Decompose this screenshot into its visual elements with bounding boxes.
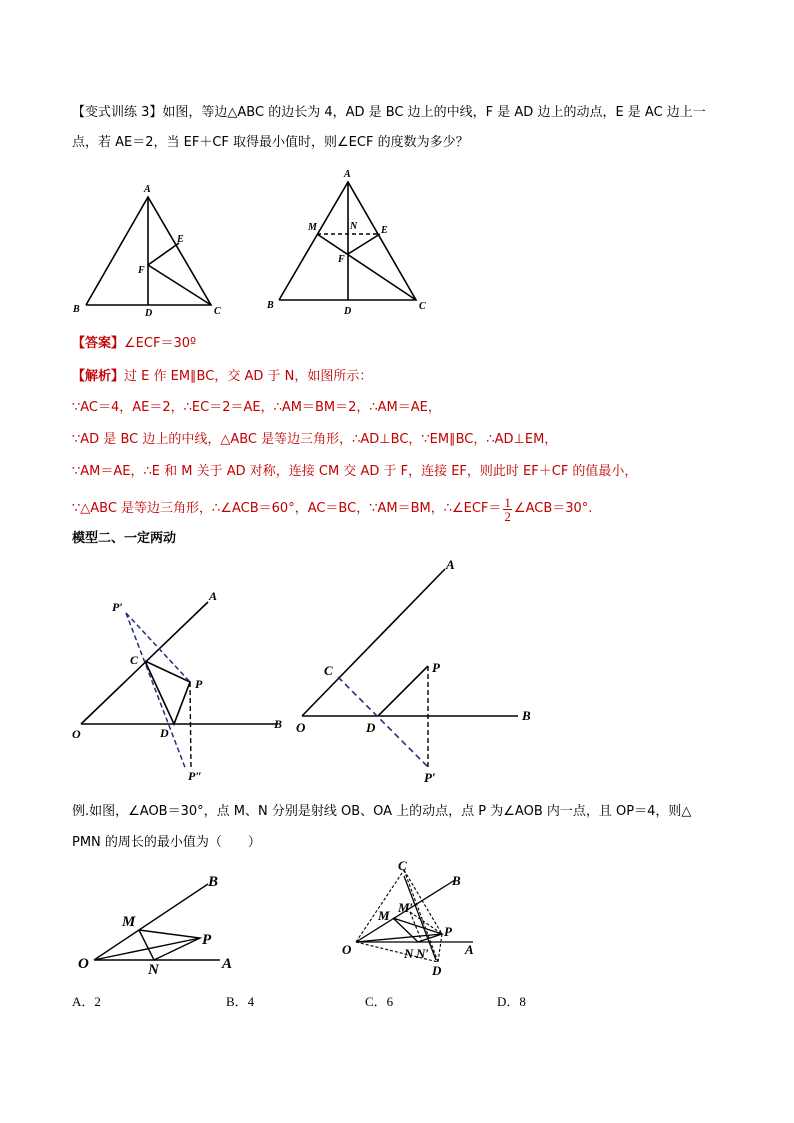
- example-line-1: 例.如图，∠AOB＝30°，点 M、N 分别是射线 OB、OA 上的动点，点 P 为∠AOB 内一点，且 OP＝4，则△: [72, 804, 692, 819]
- ray-oa: [81, 602, 208, 724]
- label-m: M: [378, 908, 390, 923]
- figure-reflection-1: [70, 580, 295, 785]
- problem-line-2: 点，若 AE＝2，当 EF＋CF 取得最小值时，则∠ECF 的度数为多少？: [72, 135, 469, 150]
- answer-text: ∠ECF＝30º: [124, 336, 197, 351]
- label-n: N: [350, 221, 358, 232]
- analysis-text-5b: ∠ACB＝30°.: [513, 501, 593, 516]
- label-c: C: [398, 858, 407, 873]
- analysis-line-5: [72, 491, 592, 527]
- answer-line: [72, 335, 196, 353]
- fraction-denominator: 2: [504, 508, 511, 524]
- label-a: A: [465, 942, 474, 957]
- section-title-model2: 模型二、一定两动: [72, 531, 177, 546]
- label-p-double-prime: P″: [188, 769, 202, 783]
- label-b: B: [274, 717, 283, 731]
- example-line-2: PMN 的周长的最小值为（ ）: [72, 835, 261, 850]
- label-d: D: [432, 963, 442, 978]
- label-c: C: [130, 653, 139, 667]
- dashed-oc: [356, 870, 404, 942]
- label-o: O: [296, 720, 306, 735]
- label-b: B: [208, 874, 219, 890]
- label-m: M: [122, 914, 136, 930]
- answer-tag: 【答案】: [72, 336, 125, 351]
- analysis-line-1: [72, 368, 372, 386]
- label-c: C: [324, 663, 333, 678]
- label-p-prime: P′: [424, 770, 436, 785]
- label-d: D: [366, 720, 376, 735]
- analysis-text-5a: ∵△ABC 是等边三角形，∴∠ACB＝60°，AC＝BC，∵AM＝BM，∴∠ECF＝: [72, 501, 502, 516]
- label-e: E: [177, 234, 184, 245]
- figure-example-1: [74, 866, 244, 976]
- label-f: F: [138, 265, 145, 276]
- label-a: A: [144, 184, 151, 195]
- label-o: O: [342, 942, 352, 957]
- ray-oa: [302, 569, 445, 716]
- option-c[interactable]: C．6: [365, 994, 394, 1009]
- figure-reflection-2: [292, 556, 542, 786]
- label-o: O: [78, 956, 89, 972]
- label-o: O: [72, 727, 81, 741]
- label-a: A: [344, 169, 351, 180]
- label-c: C: [214, 306, 221, 317]
- figure-triangle-1: [68, 180, 228, 320]
- option-a[interactable]: A．2: [72, 994, 101, 1009]
- label-p: P: [195, 677, 203, 691]
- label-m: M: [308, 222, 317, 233]
- label-b: B: [522, 708, 531, 723]
- label-p: P: [444, 924, 452, 939]
- label-n: N: [148, 962, 159, 976]
- fraction-numerator: 1: [504, 494, 511, 510]
- label-p-prime: P′: [112, 600, 123, 614]
- analysis-line-3: ∵AD 是 BC 边上的中线，△ABC 是等边三角形，∴AD⊥BC，∵EM∥BC，∴AD⊥EM，: [72, 432, 558, 447]
- fraction-one-half: [503, 496, 512, 523]
- figure-triangle-2: [262, 166, 434, 318]
- label-b: B: [73, 304, 80, 315]
- segment-mc: [317, 234, 416, 300]
- label-a: A: [222, 956, 233, 972]
- segment-fe: [148, 243, 179, 265]
- problem-line-1: 【变式训练 3】如图，等边△ABC 的边长为 4，AD 是 BC 边上的中线，F 是 AD 边上的动点，E 是 AC 边上一: [72, 105, 706, 120]
- label-c: C: [419, 301, 426, 312]
- label-d: D: [145, 308, 153, 319]
- label-b: B: [267, 300, 274, 311]
- analysis-line-4: ∵AM＝AE，∴E 和 M 关于 AD 对称，连接 CM 交 AD 于 F，连接 EF，则此时 EF＋CF 的值最小，: [72, 464, 638, 479]
- label-n-prime: N′: [416, 946, 430, 961]
- label-p: P: [432, 660, 440, 675]
- label-d: D: [344, 306, 352, 317]
- segment-dp: [378, 666, 428, 716]
- figure-example-2: [338, 852, 488, 982]
- label-m-prime: M′: [398, 900, 414, 915]
- label-d: D: [160, 726, 169, 740]
- label-b: B: [452, 873, 461, 888]
- option-d[interactable]: D．8: [497, 994, 526, 1009]
- dashed-p1-p2: [126, 613, 186, 770]
- analysis-tag: 【解析】: [72, 369, 125, 384]
- dashed-c-p1: [338, 677, 428, 767]
- option-b[interactable]: B．4: [226, 994, 255, 1009]
- label-f: F: [338, 254, 345, 265]
- label-p: P: [202, 932, 212, 948]
- dashed-p-p2: [190, 682, 191, 770]
- label-a: A: [446, 557, 455, 572]
- label-n: N: [404, 946, 414, 961]
- label-a: A: [209, 589, 218, 603]
- segment-fe: [348, 234, 380, 254]
- segment-fc: [148, 265, 211, 305]
- dashed-pd: [438, 934, 442, 962]
- triangle-cpd: [145, 661, 190, 724]
- analysis-line-2: ∵AC＝4，AE＝2，∴EC＝2＝AE，∴AM＝BM＝2，∴AM＝AE，: [72, 400, 441, 415]
- analysis-text-1: 过 E 作 EM∥BC，交 AD 于 N，如图所示：: [124, 369, 373, 384]
- label-e: E: [381, 225, 388, 236]
